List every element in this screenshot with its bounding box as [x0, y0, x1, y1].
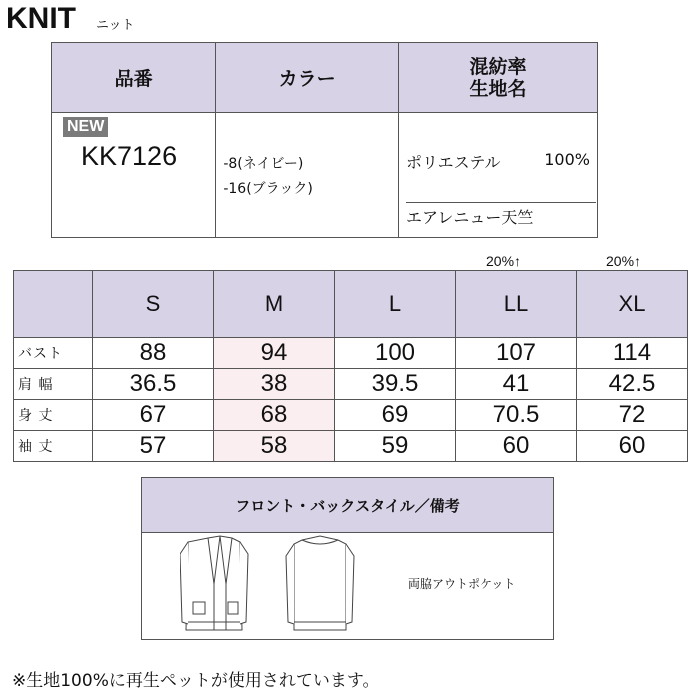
size-header-blank: [14, 271, 93, 338]
table-row: [14, 431, 688, 462]
size-header: XL: [577, 271, 688, 338]
size-value: 59: [335, 431, 456, 462]
table-row: [14, 338, 688, 369]
col-color-header: カラー: [216, 43, 399, 113]
size-value: 69: [335, 400, 456, 431]
color-cell: [216, 113, 399, 238]
size-value: 107: [456, 338, 577, 369]
size-header: M: [214, 271, 335, 338]
size-value: 88: [93, 338, 214, 369]
size-value: 39.5: [335, 369, 456, 400]
remark-text: 両脇アウトポケット: [408, 577, 516, 591]
row-label: 身 丈: [14, 400, 93, 431]
fabric-name: エアレニュー天竺: [406, 208, 534, 227]
size-value: 57: [93, 431, 214, 462]
front-cardigan-icon: [180, 536, 248, 630]
size-table: [13, 270, 688, 462]
back-cardigan-icon: [286, 536, 354, 630]
size-value: 60: [456, 431, 577, 462]
footer-note: ※生地100%に再生ペットが使用されています。: [12, 671, 380, 691]
product-code: KK7126: [81, 141, 178, 171]
size-value: 100: [335, 338, 456, 369]
col-material-line2: 生地名: [469, 77, 527, 100]
size-value: 70.5: [456, 400, 577, 431]
table-row: [14, 400, 688, 431]
size-value: 42.5: [577, 369, 688, 400]
col-material-line1: 混紡率: [469, 55, 527, 78]
material-name: ポリエステル: [406, 153, 501, 172]
row-label: 肩 幅: [14, 369, 93, 400]
size-value: 67: [93, 400, 214, 431]
row-label: バスト: [14, 338, 93, 369]
row-label: 袖 丈: [14, 431, 93, 462]
material-cell: [399, 113, 598, 238]
product-table: [51, 42, 598, 238]
product-code-cell: [52, 113, 216, 238]
material-divider: [406, 202, 596, 203]
color-option: -8(ネイビー): [223, 156, 304, 172]
size-header: LL: [456, 271, 577, 338]
material-percent: 100%: [544, 150, 590, 169]
size-value: 68: [214, 400, 335, 431]
page-subtitle: ニット: [96, 18, 135, 33]
xl-surcharge-note: 20%↑: [606, 253, 642, 269]
page-title: KNIT: [6, 2, 76, 35]
col-code-header: 品番: [52, 43, 216, 113]
garment-illustration: [180, 534, 370, 634]
size-value: 72: [577, 400, 688, 431]
size-header: L: [335, 271, 456, 338]
size-value: 41: [456, 369, 577, 400]
col-material-header: [399, 43, 598, 113]
size-value: 58: [214, 431, 335, 462]
size-header: S: [93, 271, 214, 338]
style-box-title: フロント・バックスタイル／備考: [142, 478, 554, 533]
table-row: [14, 369, 688, 400]
size-value: 38: [214, 369, 335, 400]
ll-surcharge-note: 20%↑: [486, 253, 522, 269]
size-value: 114: [577, 338, 688, 369]
size-value: 60: [577, 431, 688, 462]
color-option: -16(ブラック): [223, 181, 313, 197]
size-value: 36.5: [93, 369, 214, 400]
new-badge: NEW: [63, 117, 108, 137]
size-value: 94: [214, 338, 335, 369]
